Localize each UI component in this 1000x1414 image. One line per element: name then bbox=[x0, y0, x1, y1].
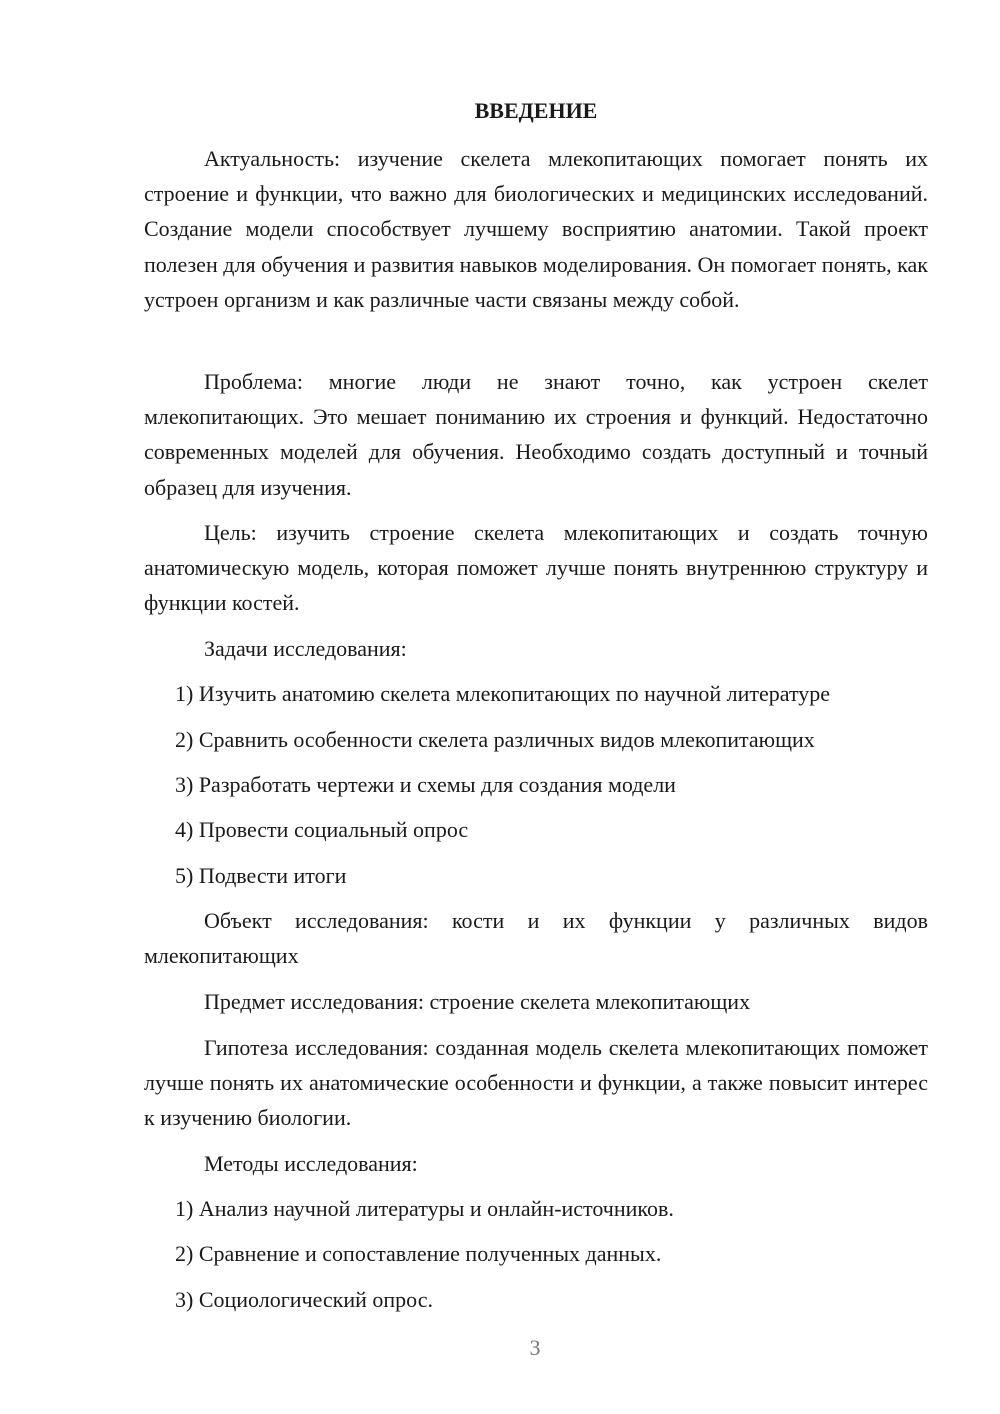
problem-paragraph: Проблема: многие люди не знают точно, как устроен скелет млекопитающих. Это мешает пониманию их строения и функций. Недостаточно современных моделей для обучения. Необходимо создать доступный и точный образец для изучения. bbox=[144, 369, 928, 500]
task-item-5: 5) Подвести итоги bbox=[175, 863, 347, 888]
method-item-1: 1) Анализ научной литературы и онлайн-источников. bbox=[175, 1196, 674, 1221]
object-paragraph: Объект исследования: кости и их функции у различных видов млекопитающих bbox=[144, 908, 928, 969]
relevance-paragraph: Актуальность: изучение скелета млекопитающих помогает понять их строение и функции, что важно для биологических и медицинских исследований. Создание модели способствует лучшему восприятию анатомии. Такой проект полезен для обучения и развития навыков моделирования. Он помогает понять, как устроен организм и как различные части связаны между собой. bbox=[144, 146, 928, 312]
goal-paragraph: Цель: изучить строение скелета млекопитающих и создать точную анатомическую модель, которая поможет лучше понять внутреннюю структуру и функции костей. bbox=[144, 520, 928, 616]
subject-paragraph: Предмет исследования: строение скелета млекопитающих bbox=[204, 989, 751, 1014]
task-item-1: 1) Изучить анатомию скелета млекопитающих по научной литературе bbox=[175, 681, 831, 706]
method-item-2: 2) Сравнение и сопоставление полученных данных. bbox=[175, 1241, 662, 1266]
tasks-heading: Задачи исследования: bbox=[204, 636, 407, 661]
task-item-4: 4) Провести социальный опрос bbox=[175, 817, 469, 842]
page-title: ВВЕДЕНИЕ bbox=[474, 98, 598, 123]
hypothesis-paragraph: Гипотеза исследования: созданная модель скелета млекопитающих поможет лучше понять их анатомические особенности и функции, а также повысит интерес к изучению биологии. bbox=[144, 1035, 928, 1131]
task-item-2: 2) Сравнить особенности скелета различных видов млекопитающих bbox=[175, 727, 815, 752]
method-item-3: 3) Социологический опрос. bbox=[175, 1287, 433, 1312]
task-item-3: 3) Разработать чертежи и схемы для создания модели bbox=[175, 772, 676, 797]
page-number: 3 bbox=[529, 1335, 541, 1360]
methods-heading: Методы исследования: bbox=[204, 1151, 418, 1176]
